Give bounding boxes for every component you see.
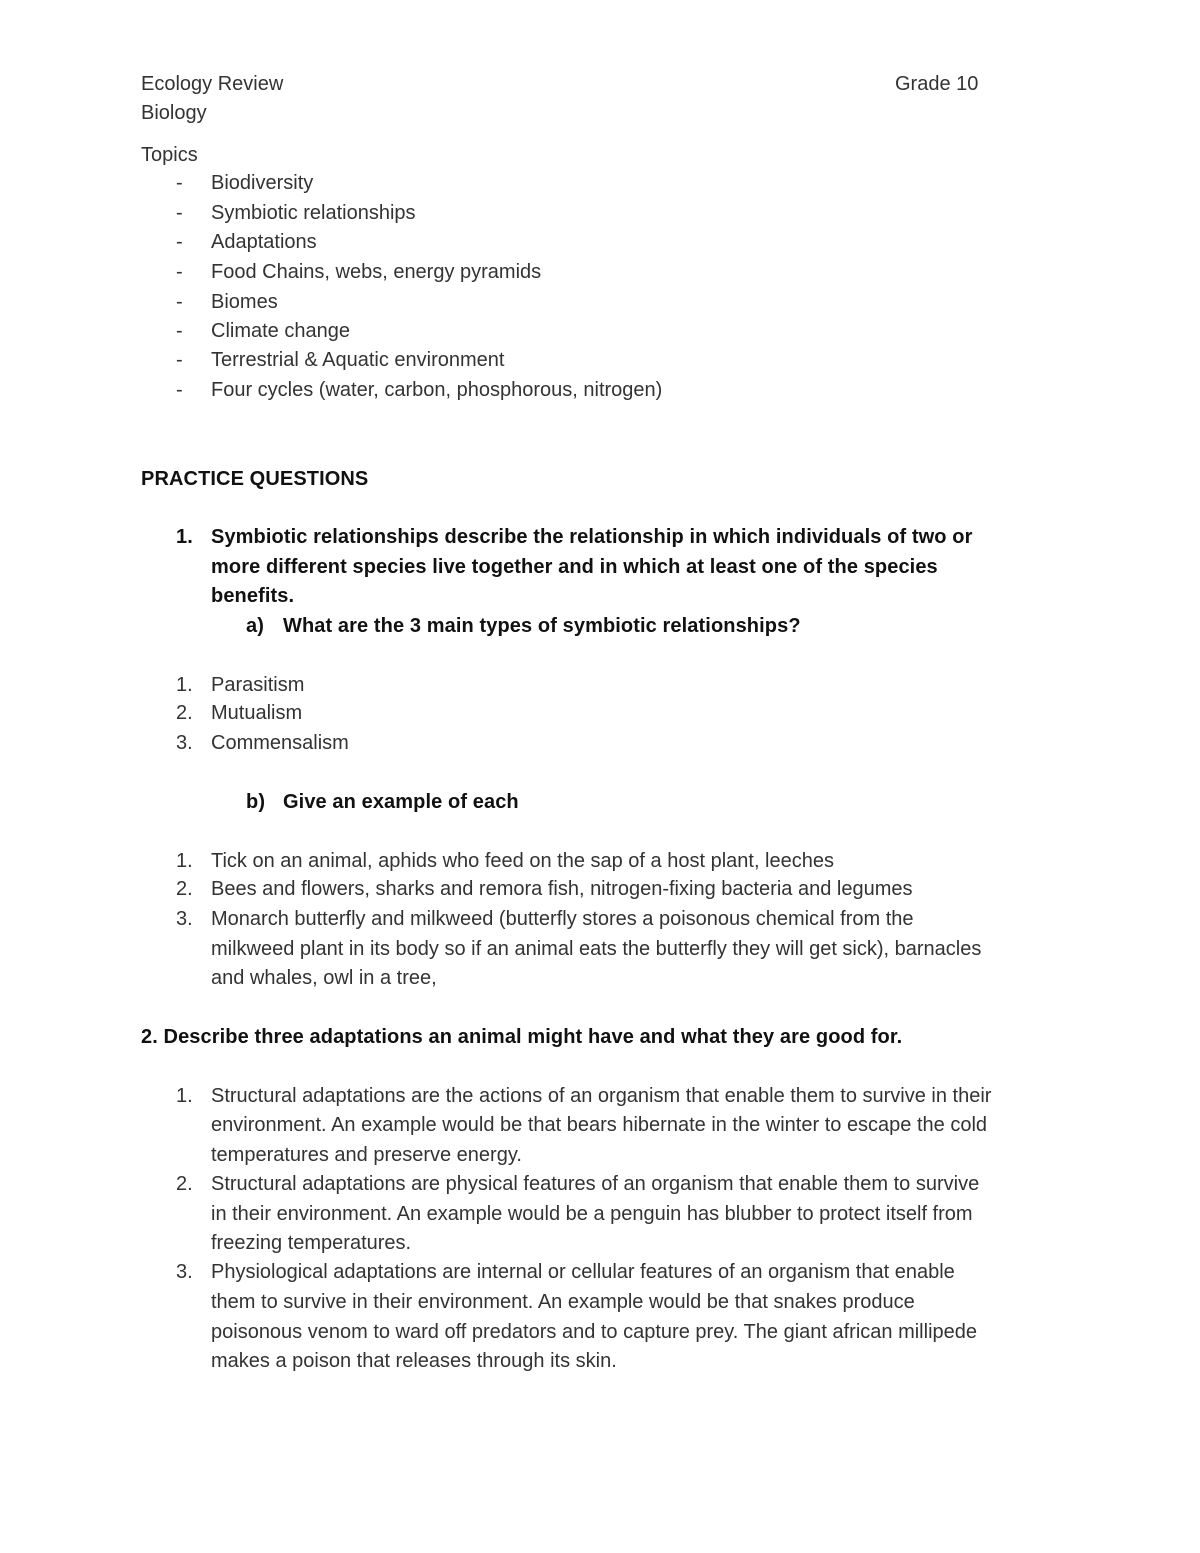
practice-heading: PRACTICE QUESTIONS <box>141 468 369 490</box>
part-a-text: What are the 3 main types of symbiotic relationships? <box>283 615 801 637</box>
list-bullet: - <box>176 349 183 371</box>
subject-label: Biology <box>141 102 207 124</box>
topic-item: Adaptations <box>211 231 317 253</box>
topics-heading: Topics <box>141 144 198 166</box>
answer-text: Structural adaptations are physical features of an organism that enable them to survive <box>211 1173 980 1195</box>
answer-number: 3. <box>176 908 193 930</box>
answer-text: and whales, owl in a tree, <box>211 967 437 989</box>
answer-text: in their environment. An example would be a penguin has blubber to protect itself from <box>211 1203 973 1225</box>
list-bullet: - <box>176 379 183 401</box>
answer-number: 2. <box>176 878 193 900</box>
part-b-text: Give an example of each <box>283 791 519 813</box>
question-text-line: benefits. <box>211 585 295 607</box>
question-text-line: more different species live together and in which at least one of the species <box>211 556 938 578</box>
answer-number: 1. <box>176 850 193 872</box>
question-text: 2. Describe three adaptations an animal might have and what they are good for. <box>141 1026 903 1048</box>
topic-item: Biomes <box>211 291 278 313</box>
answer-text: makes a poison that releases through its skin. <box>211 1350 617 1372</box>
answer-number: 1. <box>176 674 193 696</box>
list-bullet: - <box>176 231 183 253</box>
answer-number: 2. <box>176 702 193 724</box>
list-bullet: - <box>176 202 183 224</box>
part-b-label: b) <box>246 791 266 813</box>
answer-text: Bees and flowers, sharks and remora fish, nitrogen-fixing bacteria and legumes <box>211 878 913 900</box>
topic-item: Four cycles (water, carbon, phosphorous, nitrogen) <box>211 379 663 401</box>
document-title: Ecology Review <box>141 73 284 95</box>
answer-text: Parasitism <box>211 674 305 696</box>
question-text-line: Symbiotic relationships describe the relationship in which individuals of two or <box>211 526 973 548</box>
answer-text: Monarch butterfly and milkweed (butterfly stores a poisonous chemical from the <box>211 908 914 930</box>
topic-item: Climate change <box>211 320 350 342</box>
question-number: 1. <box>176 526 193 548</box>
part-a-label: a) <box>246 615 264 637</box>
answer-text: Physiological adaptations are internal or cellular features of an organism that enable <box>211 1261 955 1283</box>
list-bullet: - <box>176 291 183 313</box>
answer-text: Structural adaptations are the actions of an organism that enable them to survive in their <box>211 1085 992 1107</box>
list-bullet: - <box>176 320 183 342</box>
answer-number: 3. <box>176 732 193 754</box>
answer-text: milkweed plant in its body so if an animal eats the butterfly they will get sick), barnacles <box>211 938 982 960</box>
list-bullet: - <box>176 261 183 283</box>
answer-text: Commensalism <box>211 732 349 754</box>
list-bullet: - <box>176 172 183 194</box>
answer-number: 1. <box>176 1085 193 1107</box>
answer-text: freezing temperatures. <box>211 1232 412 1254</box>
topic-item: Symbiotic relationships <box>211 202 416 224</box>
topic-item: Food Chains, webs, energy pyramids <box>211 261 542 283</box>
answer-text: poisonous venom to ward off predators and to capture prey. The giant african millipede <box>211 1321 978 1343</box>
answer-text: Mutualism <box>211 702 303 724</box>
answer-text: Tick on an animal, aphids who feed on the sap of a host plant, leeches <box>211 850 834 872</box>
answer-text: temperatures and preserve energy. <box>211 1144 522 1166</box>
topic-item: Biodiversity <box>211 172 314 194</box>
grade-label: Grade 10 <box>895 73 979 95</box>
answer-number: 3. <box>176 1261 193 1283</box>
answer-number: 2. <box>176 1173 193 1195</box>
topic-item: Terrestrial & Aquatic environment <box>211 349 505 371</box>
answer-text: environment. An example would be that bears hibernate in the winter to escape the cold <box>211 1114 988 1136</box>
answer-text: them to survive in their environment. An example would be that snakes produce <box>211 1291 915 1313</box>
